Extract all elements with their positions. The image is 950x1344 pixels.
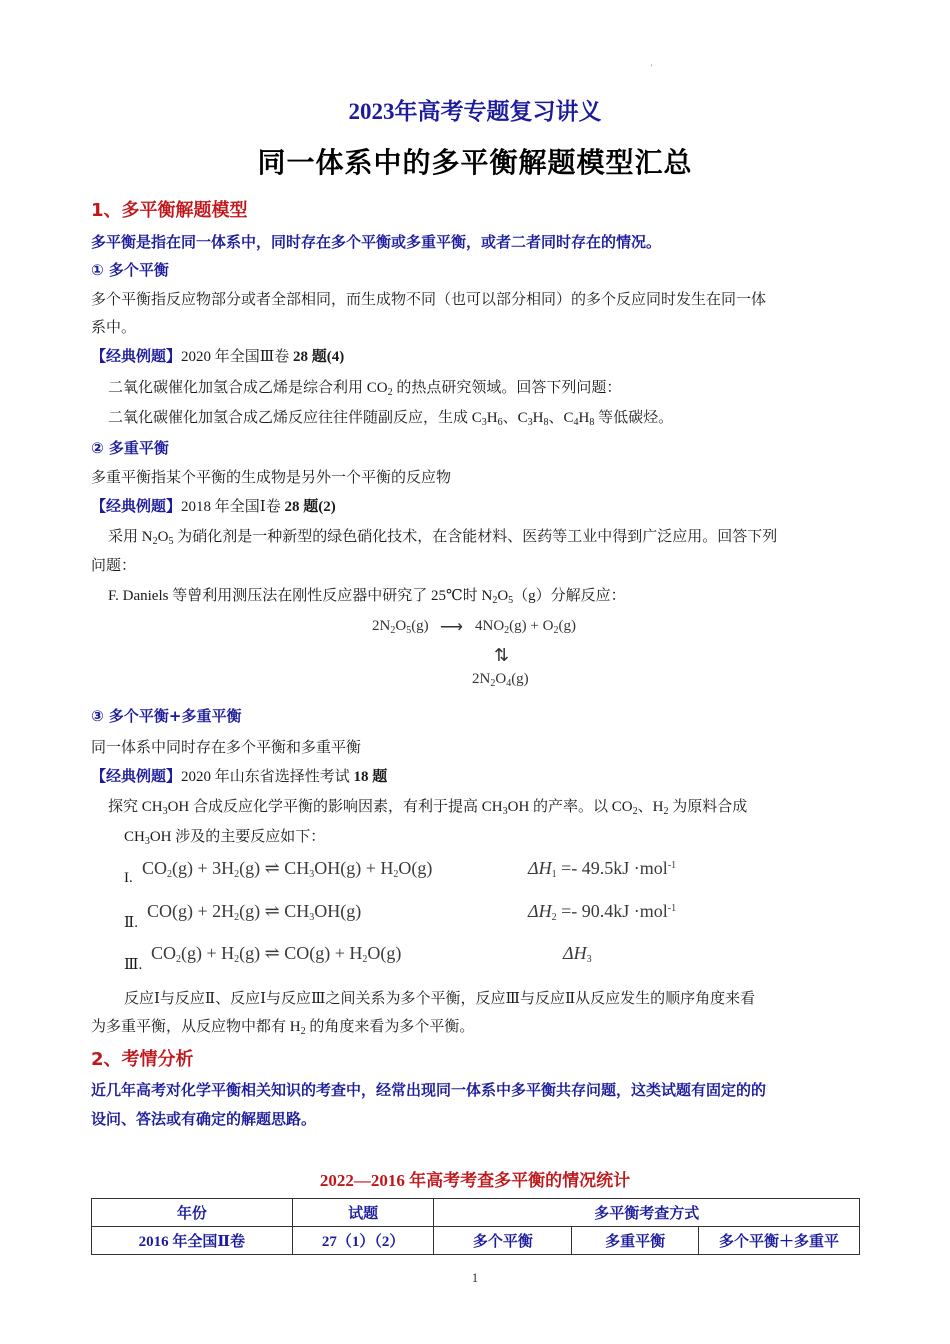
equilibrium-arrow: ⇅ xyxy=(494,645,510,665)
example-text: 问题： xyxy=(91,558,137,574)
reaction-equation: $CO_2(g) + H_2(g)$ ⇌ $CO(g) + H_2O(g)$ xyxy=(151,943,402,965)
reaction-products: $4NO_2(g) + O_2(g)$ xyxy=(475,618,576,636)
example-label: 【经典例题】2020 年山东省选择性考试 18 题 xyxy=(91,767,388,785)
reaction-reactant: $2N_2O_5(g)$ xyxy=(372,618,429,636)
table-cell: 2016 年全国Ⅱ卷 xyxy=(92,1227,293,1255)
paragraph: 多重平衡指某个平衡的生成物是另外一个平衡的反应物 xyxy=(91,470,452,486)
table-cell: 多个平衡 xyxy=(434,1227,572,1255)
enthalpy-change: $\Delta H_1 =- 49.5kJ \cdot mol^{-1}$ xyxy=(528,858,677,880)
document-title: 2023年高考专题复习讲义 xyxy=(348,99,602,124)
section-heading-2: 2、考情分析 xyxy=(91,1049,194,1070)
table-cell: 多个平衡＋多重平 xyxy=(699,1227,860,1255)
paragraph: 系中。 xyxy=(91,320,137,336)
table-header: 试题 xyxy=(292,1199,434,1227)
example-label: 【经典例题】2018 年全国Ⅰ卷 28 题(2) xyxy=(91,497,336,515)
statistics-table xyxy=(91,1198,860,1255)
table-row xyxy=(92,1227,860,1255)
reaction-number: Ⅱ. xyxy=(124,915,138,931)
table-cell: 多重平衡 xyxy=(572,1227,699,1255)
example-text: 探究 $CH_3OH$ 合成反应化学平衡的影响因素，有利于提高 $CH_3OH$ 的产率。以 $CO_2$、$H_2$ 为原料合成 xyxy=(108,799,748,817)
analysis-text: 近几年高考对化学平衡相关知识的考查中，经常出现同一体系中多平衡共存问题，这类试题有固定的的 xyxy=(91,1081,767,1099)
example-label xyxy=(91,345,344,366)
enthalpy-change: $\Delta H_3$ xyxy=(563,943,592,965)
table-header: 多平衡考查方式 xyxy=(434,1199,860,1227)
example-source: 2020 年全国Ⅲ卷 xyxy=(181,349,293,365)
analysis-text: 设问、答法或有确定的解题思路。 xyxy=(91,1110,317,1128)
reaction-arrow: ⟶ xyxy=(440,619,463,636)
table-header-row xyxy=(92,1199,860,1227)
paragraph: 同一体系中同时存在多个平衡和多重平衡 xyxy=(91,740,362,756)
paragraph: 多个平衡指反应物部分或者全部相同，而生成物不同（也可以部分相同）的多个反应同时发生在同一体 xyxy=(91,292,767,308)
example-question: 28 题(4) xyxy=(292,349,345,365)
reaction-number: I. xyxy=(124,870,133,886)
reaction-number: Ⅲ. xyxy=(124,957,143,973)
reaction-dimer: $2N_2O_4(g)$ xyxy=(472,671,529,689)
table-header: 年份 xyxy=(92,1199,293,1227)
example-text: F. Daniels 等曾利用测压法在刚性反应器中研究了 25℃时 $N_2O_5(g)$分解反应： xyxy=(108,588,626,606)
section-heading-1: 1、多平衡解题模型 xyxy=(91,200,248,221)
example-text: 二氧化碳催化加氢合成乙烯反应往往伴随副反应，生成 $C_3H_6$、$C_3H_8$、$C_4H_8$ 等低碳烃。 xyxy=(108,410,674,428)
example-text: 采用 $N_2O_5$ 为硝化剂是一种新型的绿色硝化技术，在含能材料、医药等工业中得到广泛应用。回答下列 xyxy=(108,529,778,547)
stray-mark: ' xyxy=(651,63,653,72)
subheading-multiple-equilibria: ① 多个平衡 xyxy=(91,261,169,279)
definition-text: 多平衡是指在同一体系中，同时存在多个平衡或多重平衡，或者二者同时存在的情况。 xyxy=(91,233,662,251)
reaction-equation: $CO_2(g) + 3H_2(g)$ ⇌ $CH_3OH(g) + H_2O(g)$ xyxy=(142,858,433,880)
table-title: 2022—2016 年高考考查多平衡的情况统计 xyxy=(319,1171,631,1190)
example-text: $CH_3OH$ 涉及的主要反应如下： xyxy=(124,829,326,847)
reaction-equation: $CO(g) + 2H_2(g)$ ⇌ $CH_3OH(g)$ xyxy=(147,901,362,923)
example-text: 二氧化碳催化加氢合成乙烯是综合利用 $CO_2$ 的热点研究领域。回答下列问题： xyxy=(108,380,622,398)
enthalpy-change: $\Delta H_2 =- 90.4kJ \cdot mol^{-1}$ xyxy=(528,901,677,923)
page-number: 1 xyxy=(471,1270,479,1285)
subheading-consecutive-equilibria: ② 多重平衡 xyxy=(91,439,169,457)
subheading-combined: ③ 多个平衡+多重平衡 xyxy=(91,707,242,725)
conclusion-text: 为多重平衡，从反应物中都有 $H_2$ 的角度来看为多个平衡。 xyxy=(91,1019,475,1037)
table-cell: 27（1）（2） xyxy=(292,1227,434,1255)
document-subtitle: 同一体系中的多平衡解题模型汇总 xyxy=(257,146,693,179)
conclusion-text: 反应Ⅰ与反应Ⅱ、反应Ⅰ与反应Ⅲ之间关系为多个平衡，反应Ⅲ与反应Ⅱ从反应发生的顺序角度来看 xyxy=(124,991,756,1007)
example-tag: 【经典例题】 xyxy=(91,347,182,365)
